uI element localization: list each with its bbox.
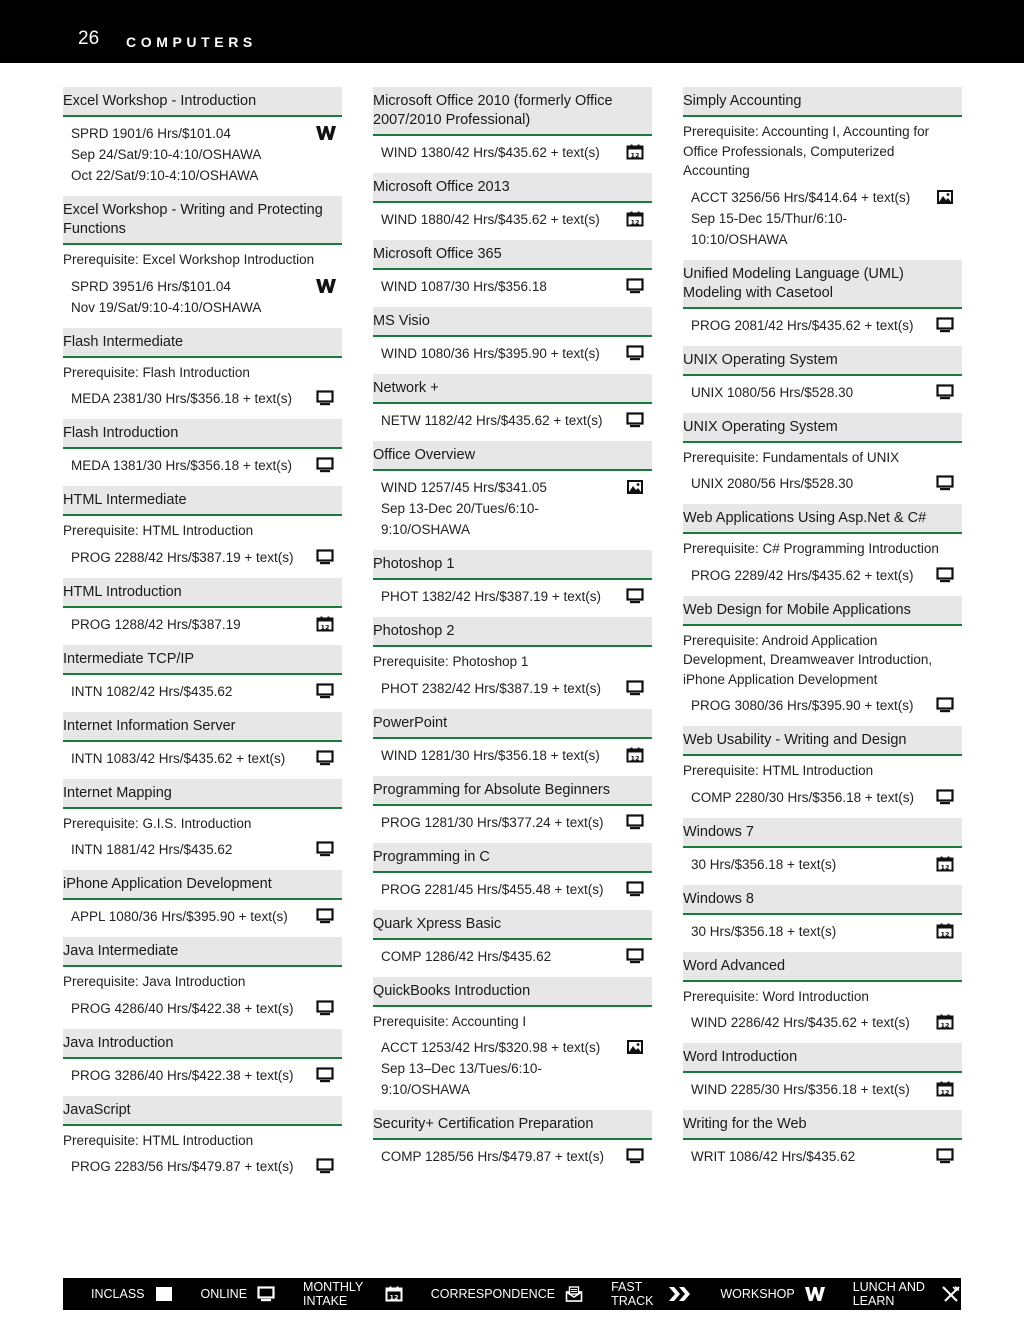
offering-code-price: PROG 2289/42 Hrs/$435.62 + text(s) (691, 567, 914, 583)
inclass-icon (936, 189, 954, 205)
course-entry (683, 1110, 962, 1167)
offering-code-price: PROG 2281/45 Hrs/$455.48 + text(s) (381, 881, 604, 897)
page-number: 26 (78, 28, 100, 49)
course-offering (373, 739, 652, 766)
online-icon (626, 345, 644, 361)
course-title: Internet Information Server (63, 712, 342, 742)
legend-label: INCLASS (91, 1287, 145, 1301)
course-prerequisite: Prerequisite: Java Introduction (63, 974, 246, 989)
course-title: Word Introduction (683, 1043, 962, 1073)
course-entry (63, 419, 342, 476)
course-title: Quark Xpress Basic (373, 910, 652, 940)
course-prerequisite: Prerequisite: HTML Introduction (683, 763, 874, 778)
offering-code-price: PROG 2081/42 Hrs/$435.62 + text(s) (691, 317, 914, 333)
online-icon (626, 814, 644, 830)
correspondence-icon (560, 1286, 583, 1302)
course-offering (63, 382, 342, 409)
workshop-icon (316, 278, 334, 294)
course-offering (373, 1031, 652, 1100)
delivery-legend (63, 1278, 961, 1310)
course-prerequisite: Prerequisite: Accounting I (373, 1013, 527, 1029)
offering-code-price: COMP 1285/56 Hrs/$479.87 + text(s) (381, 1149, 604, 1164)
legend-label: MONTHLY INTAKE (303, 1280, 364, 1308)
course-offering (63, 449, 342, 476)
course-entry (63, 328, 342, 410)
legend-label: FAST TRACK (611, 1280, 654, 1308)
course-entry (63, 87, 342, 186)
course-offering (683, 467, 962, 494)
course-prerequisite: Prerequisite: Word Introduction (683, 988, 869, 1004)
legend-item-online (201, 1286, 276, 1302)
course-title: Programming for Absolute Beginners (373, 776, 652, 806)
course-title: Photoshop 1 (373, 550, 652, 580)
course-entry (683, 596, 962, 717)
offering-code-price: MEDA 1381/30 Hrs/$356.18 + text(s) (71, 458, 292, 473)
course-title: iPhone Application Development (63, 870, 342, 900)
online-icon (936, 475, 954, 491)
course-title: MS Visio (373, 307, 652, 337)
online-icon (936, 1148, 954, 1164)
course-entry (683, 504, 962, 586)
online-icon (316, 683, 334, 699)
online-icon (936, 697, 954, 713)
offering-code-price: COMP 2280/30 Hrs/$356.18 + text(s) (691, 789, 914, 805)
course-entry (683, 952, 962, 1034)
online-icon (316, 457, 334, 473)
course-column-1 (63, 87, 342, 1187)
course-offering (373, 1140, 652, 1167)
course-offering (63, 900, 342, 927)
course-entry (63, 712, 342, 769)
course-offering (63, 675, 342, 702)
offering-code-price: PROG 3080/36 Hrs/$395.90 + text(s) (691, 698, 914, 713)
course-offering (63, 992, 342, 1019)
course-title: Microsoft Office 2013 (373, 173, 652, 203)
offering-code-price: INTN 1083/42 Hrs/$435.62 + text(s) (71, 750, 286, 766)
course-prerequisite: Prerequisite: Flash Introduction (63, 364, 250, 380)
course-prerequisite: Prerequisite: HTML Introduction (63, 523, 254, 538)
course-offering (373, 270, 652, 297)
course-entry (373, 240, 652, 297)
course-entry (373, 374, 652, 431)
legend-item-correspondence (431, 1286, 583, 1302)
course-title: JavaScript (63, 1096, 342, 1126)
course-offering (373, 471, 652, 540)
course-offering (63, 117, 342, 186)
course-prerequisite: Prerequisite: Accounting I, Accounting for Office Professionals, Computerized Accounting (683, 124, 930, 178)
offering-code-price: UNIX 2080/56 Hrs/$528.30 (691, 476, 854, 491)
svg-text:12: 12 (940, 929, 950, 938)
offering-code-price: INTN 1082/42 Hrs/$435.62 (71, 683, 233, 699)
legend-item-inclass (91, 1286, 173, 1302)
course-offering (373, 873, 652, 900)
course-offering (373, 672, 652, 699)
course-title: Web Design for Mobile Applications (683, 596, 962, 626)
course-offering (683, 1006, 962, 1033)
course-entry (373, 910, 652, 967)
inclass-icon (626, 1039, 644, 1055)
course-offering (373, 806, 652, 833)
course-offering (373, 404, 652, 431)
course-title: Internet Mapping (63, 779, 342, 809)
svg-text:12: 12 (940, 862, 950, 871)
course-column-2 (373, 87, 652, 1177)
course-title: Flash Intermediate (63, 328, 342, 358)
monthly-intake-icon (936, 923, 954, 939)
offering-code-price: WIND 1087/30 Hrs/$356.18 (381, 279, 547, 294)
offering-code-price: PROG 2288/42 Hrs/$387.19 + text(s) (71, 549, 294, 565)
online-icon (936, 567, 954, 583)
monthly-intake-icon (936, 856, 954, 872)
course-prerequisite: Prerequisite: HTML Introduction (63, 1132, 254, 1148)
course-entry (63, 486, 342, 568)
offering-code-price: PROG 3286/40 Hrs/$422.38 + text(s) (71, 1067, 294, 1083)
online-icon (316, 908, 334, 924)
online-icon (316, 390, 334, 406)
course-offering (63, 608, 342, 635)
course-title: Office Overview (373, 441, 652, 471)
section-title: COMPUTERS (126, 34, 257, 50)
course-title: Programming in C (373, 843, 652, 873)
course-title: Intermediate TCP/IP (63, 645, 342, 675)
offering-code-price: SPRD 3951/6 Hrs/$101.04 (71, 278, 231, 294)
offering-code-price: WIND 1880/42 Hrs/$435.62 + text(s) (381, 212, 600, 227)
course-entry (683, 1043, 962, 1100)
course-title: Simply Accounting (683, 87, 962, 117)
course-offering (683, 376, 962, 403)
course-prerequisite: Prerequisite: Fundamentals of UNIX (683, 449, 900, 465)
offering-schedule: Sep 15-Dec 15/Thur/6:10-10:10/OSHAWA (691, 210, 848, 247)
svg-text:12: 12 (940, 1088, 950, 1097)
svg-text:12: 12 (630, 151, 640, 160)
course-title: Web Applications Using Asp.Net & C# (683, 504, 962, 534)
course-title: Excel Workshop - Introduction (63, 87, 342, 117)
offering-code-price: INTN 1881/42 Hrs/$435.62 (71, 842, 233, 857)
page-header-bar (0, 0, 1024, 63)
course-column-3 (683, 87, 962, 1177)
svg-text:12: 12 (630, 753, 640, 762)
course-offering (63, 1059, 342, 1086)
offering-code-price: PROG 1288/42 Hrs/$387.19 (71, 616, 241, 632)
svg-text:12: 12 (630, 218, 640, 227)
course-entry (373, 441, 652, 540)
offering-code-price: WRIT 1086/42 Hrs/$435.62 (691, 1149, 856, 1164)
legend-item-lunch-and-learn (853, 1280, 961, 1308)
course-offering (63, 1150, 342, 1177)
lunch-and-learn-icon (936, 1286, 961, 1302)
monthly-intake-icon (936, 1014, 954, 1030)
monthly-intake-icon (380, 1286, 403, 1302)
course-title: HTML Intermediate (63, 486, 342, 516)
course-entry (373, 776, 652, 833)
course-title: Network + (373, 374, 652, 404)
course-offering (373, 203, 652, 230)
course-offering (373, 940, 652, 967)
course-offering (683, 781, 962, 808)
course-offering (683, 559, 962, 586)
course-title: Photoshop 2 (373, 617, 652, 647)
online-icon (936, 789, 954, 805)
offering-schedule: Nov 19/Sat/9:10-4:10/OSHAWA (71, 299, 262, 315)
offering-code-price: UNIX 1080/56 Hrs/$528.30 (691, 384, 854, 400)
online-icon (626, 680, 644, 696)
course-offering (683, 309, 962, 336)
course-title: HTML Introduction (63, 578, 342, 608)
offering-code-price: MEDA 2381/30 Hrs/$356.18 + text(s) (71, 391, 292, 406)
course-entry (373, 550, 652, 607)
course-title: Microsoft Office 2010 (formerly Office 2007/2010 Professional) (373, 87, 652, 136)
course-prerequisite: Prerequisite: Android Application Development, Dreamweaver Introduction, iPhone Application Development (683, 632, 933, 687)
monthly-intake-icon (316, 616, 334, 632)
course-offering (63, 270, 342, 318)
course-entry (63, 645, 342, 702)
online-icon (626, 948, 644, 964)
course-title: Java Introduction (63, 1029, 342, 1059)
course-prerequisite: Prerequisite: G.I.S. Introduction (63, 815, 252, 831)
course-offering (63, 541, 342, 568)
course-title: Flash Introduction (63, 419, 342, 449)
offering-code-price: WIND 1080/36 Hrs/$395.90 + text(s) (381, 346, 600, 361)
online-icon (316, 1000, 334, 1016)
course-entry (373, 843, 652, 900)
svg-text:12: 12 (320, 622, 330, 631)
course-entry (63, 1096, 342, 1178)
course-offering (683, 1140, 962, 1167)
offering-code-price: WIND 1281/30 Hrs/$356.18 + text(s) (381, 747, 600, 763)
offering-schedule: Sep 24/Sat/9:10-4:10/OSHAWA (71, 147, 262, 162)
course-entry (373, 977, 652, 1101)
online-icon (626, 1148, 644, 1164)
course-entry (63, 779, 342, 861)
course-offering (683, 181, 962, 250)
legend-item-fast-track (611, 1280, 692, 1308)
course-title: UNIX Operating System (683, 413, 962, 443)
course-entry (373, 173, 652, 230)
course-prerequisite: Prerequisite: Excel Workshop Introduction (63, 252, 315, 267)
offering-schedule: Oct 22/Sat/9:10-4:10/OSHAWA (71, 168, 259, 183)
svg-text:12: 12 (940, 1021, 950, 1030)
offering-code-price: WIND 2285/30 Hrs/$356.18 + text(s) (691, 1082, 910, 1097)
course-title: Writing for the Web (683, 1110, 962, 1140)
course-entry (683, 885, 962, 942)
offering-schedule: Sep 13–Dec 13/Tues/6:10-9:10/OSHAWA (381, 1061, 542, 1097)
course-offering (373, 580, 652, 607)
course-entry (63, 937, 342, 1019)
inclass-icon (150, 1286, 173, 1302)
offering-code-price: WIND 2286/42 Hrs/$435.62 + text(s) (691, 1015, 910, 1030)
course-offering (63, 742, 342, 769)
online-icon (316, 750, 334, 766)
offering-code-price: 30 Hrs/$356.18 + text(s) (691, 923, 837, 939)
course-title: Java Intermediate (63, 937, 342, 967)
offering-code-price: PROG 4286/40 Hrs/$422.38 + text(s) (71, 1000, 294, 1016)
course-title: Windows 7 (683, 818, 962, 848)
offering-code-price: PHOT 1382/42 Hrs/$387.19 + text(s) (381, 589, 601, 604)
course-offering (373, 136, 652, 163)
course-title: PowerPoint (373, 709, 652, 739)
legend-label: ONLINE (200, 1287, 248, 1301)
monthly-intake-icon (626, 747, 644, 763)
course-title: Security+ Certification Preparation (373, 1110, 652, 1140)
offering-code-price: WIND 1380/42 Hrs/$435.62 + text(s) (381, 145, 600, 160)
course-title: Web Usability - Writing and Design (683, 726, 962, 756)
svg-text:12: 12 (389, 1293, 399, 1302)
offering-code-price: PHOT 2382/42 Hrs/$387.19 + text(s) (381, 680, 601, 696)
offering-code-price: ACCT 1253/42 Hrs/$320.98 + text(s) (381, 1040, 601, 1055)
course-offering (683, 1073, 962, 1100)
workshop-icon (800, 1286, 825, 1302)
course-entry (683, 726, 962, 808)
offering-code-price: ACCT 3256/56 Hrs/$414.64 + text(s) (691, 189, 911, 205)
course-entry (683, 260, 962, 336)
workshop-icon (316, 125, 334, 141)
course-offering (63, 833, 342, 860)
fast-track-icon (663, 1286, 692, 1302)
course-entry (63, 196, 342, 318)
inclass-icon (626, 479, 644, 495)
course-entry (373, 307, 652, 364)
offering-code-price: NETW 1182/42 Hrs/$435.62 + text(s) (381, 413, 603, 428)
online-icon (626, 881, 644, 897)
course-entry (683, 818, 962, 875)
course-entry (373, 617, 652, 699)
course-offering (683, 848, 962, 875)
course-prerequisite: Prerequisite: C# Programming Introduction (683, 541, 939, 556)
offering-code-price: 30 Hrs/$356.18 + text(s) (691, 856, 837, 872)
online-icon (626, 588, 644, 604)
online-icon (316, 841, 334, 857)
offering-schedule: Sep 13-Dec 20/Tues/6:10-9:10/OSHAWA (381, 501, 539, 537)
online-icon (316, 1067, 334, 1083)
course-entry (373, 709, 652, 766)
course-offering (683, 915, 962, 942)
online-icon (936, 317, 954, 333)
legend-item-monthly-intake (303, 1280, 403, 1308)
offering-code-price: COMP 1286/42 Hrs/$435.62 (381, 948, 552, 964)
course-title: Windows 8 (683, 885, 962, 915)
course-entry (63, 578, 342, 635)
online-icon (626, 278, 644, 294)
course-title: Unified Modeling Language (UML) Modeling with Casetool (683, 260, 962, 309)
course-title: Word Advanced (683, 952, 962, 982)
legend-label: CORRESPONDENCE (430, 1287, 556, 1301)
online-icon (316, 549, 334, 565)
course-title: QuickBooks Introduction (373, 977, 652, 1007)
course-entry (683, 346, 962, 403)
legend-label: LUNCH AND LEARN (852, 1280, 925, 1308)
online-icon (316, 1158, 334, 1174)
course-title: Microsoft Office 365 (373, 240, 652, 270)
course-title: UNIX Operating System (683, 346, 962, 376)
legend-label: WORKSHOP (720, 1287, 795, 1301)
offering-code-price: APPL 1080/36 Hrs/$395.90 + text(s) (71, 909, 288, 924)
offering-code-price: WIND 1257/45 Hrs/$341.05 (381, 480, 547, 495)
offering-code-price: SPRD 1901/6 Hrs/$101.04 (71, 126, 231, 141)
course-title: Excel Workshop - Writing and Protecting Functions (63, 196, 342, 245)
course-entry (683, 413, 962, 495)
course-offering (683, 689, 962, 716)
online-icon (626, 412, 644, 428)
course-offering (373, 337, 652, 364)
online-icon (936, 384, 954, 400)
monthly-intake-icon (626, 211, 644, 227)
legend-item-workshop (720, 1286, 824, 1302)
course-entry (373, 87, 652, 163)
monthly-intake-icon (626, 144, 644, 160)
monthly-intake-icon (936, 1081, 954, 1097)
course-entry (63, 870, 342, 927)
course-entry (373, 1110, 652, 1167)
offering-code-price: PROG 2283/56 Hrs/$479.87 + text(s) (71, 1159, 294, 1174)
offering-code-price: PROG 1281/30 Hrs/$377.24 + text(s) (381, 814, 604, 830)
online-icon (252, 1286, 275, 1302)
course-entry (63, 1029, 342, 1086)
course-prerequisite: Prerequisite: Photoshop 1 (373, 654, 529, 669)
course-entry (683, 87, 962, 250)
